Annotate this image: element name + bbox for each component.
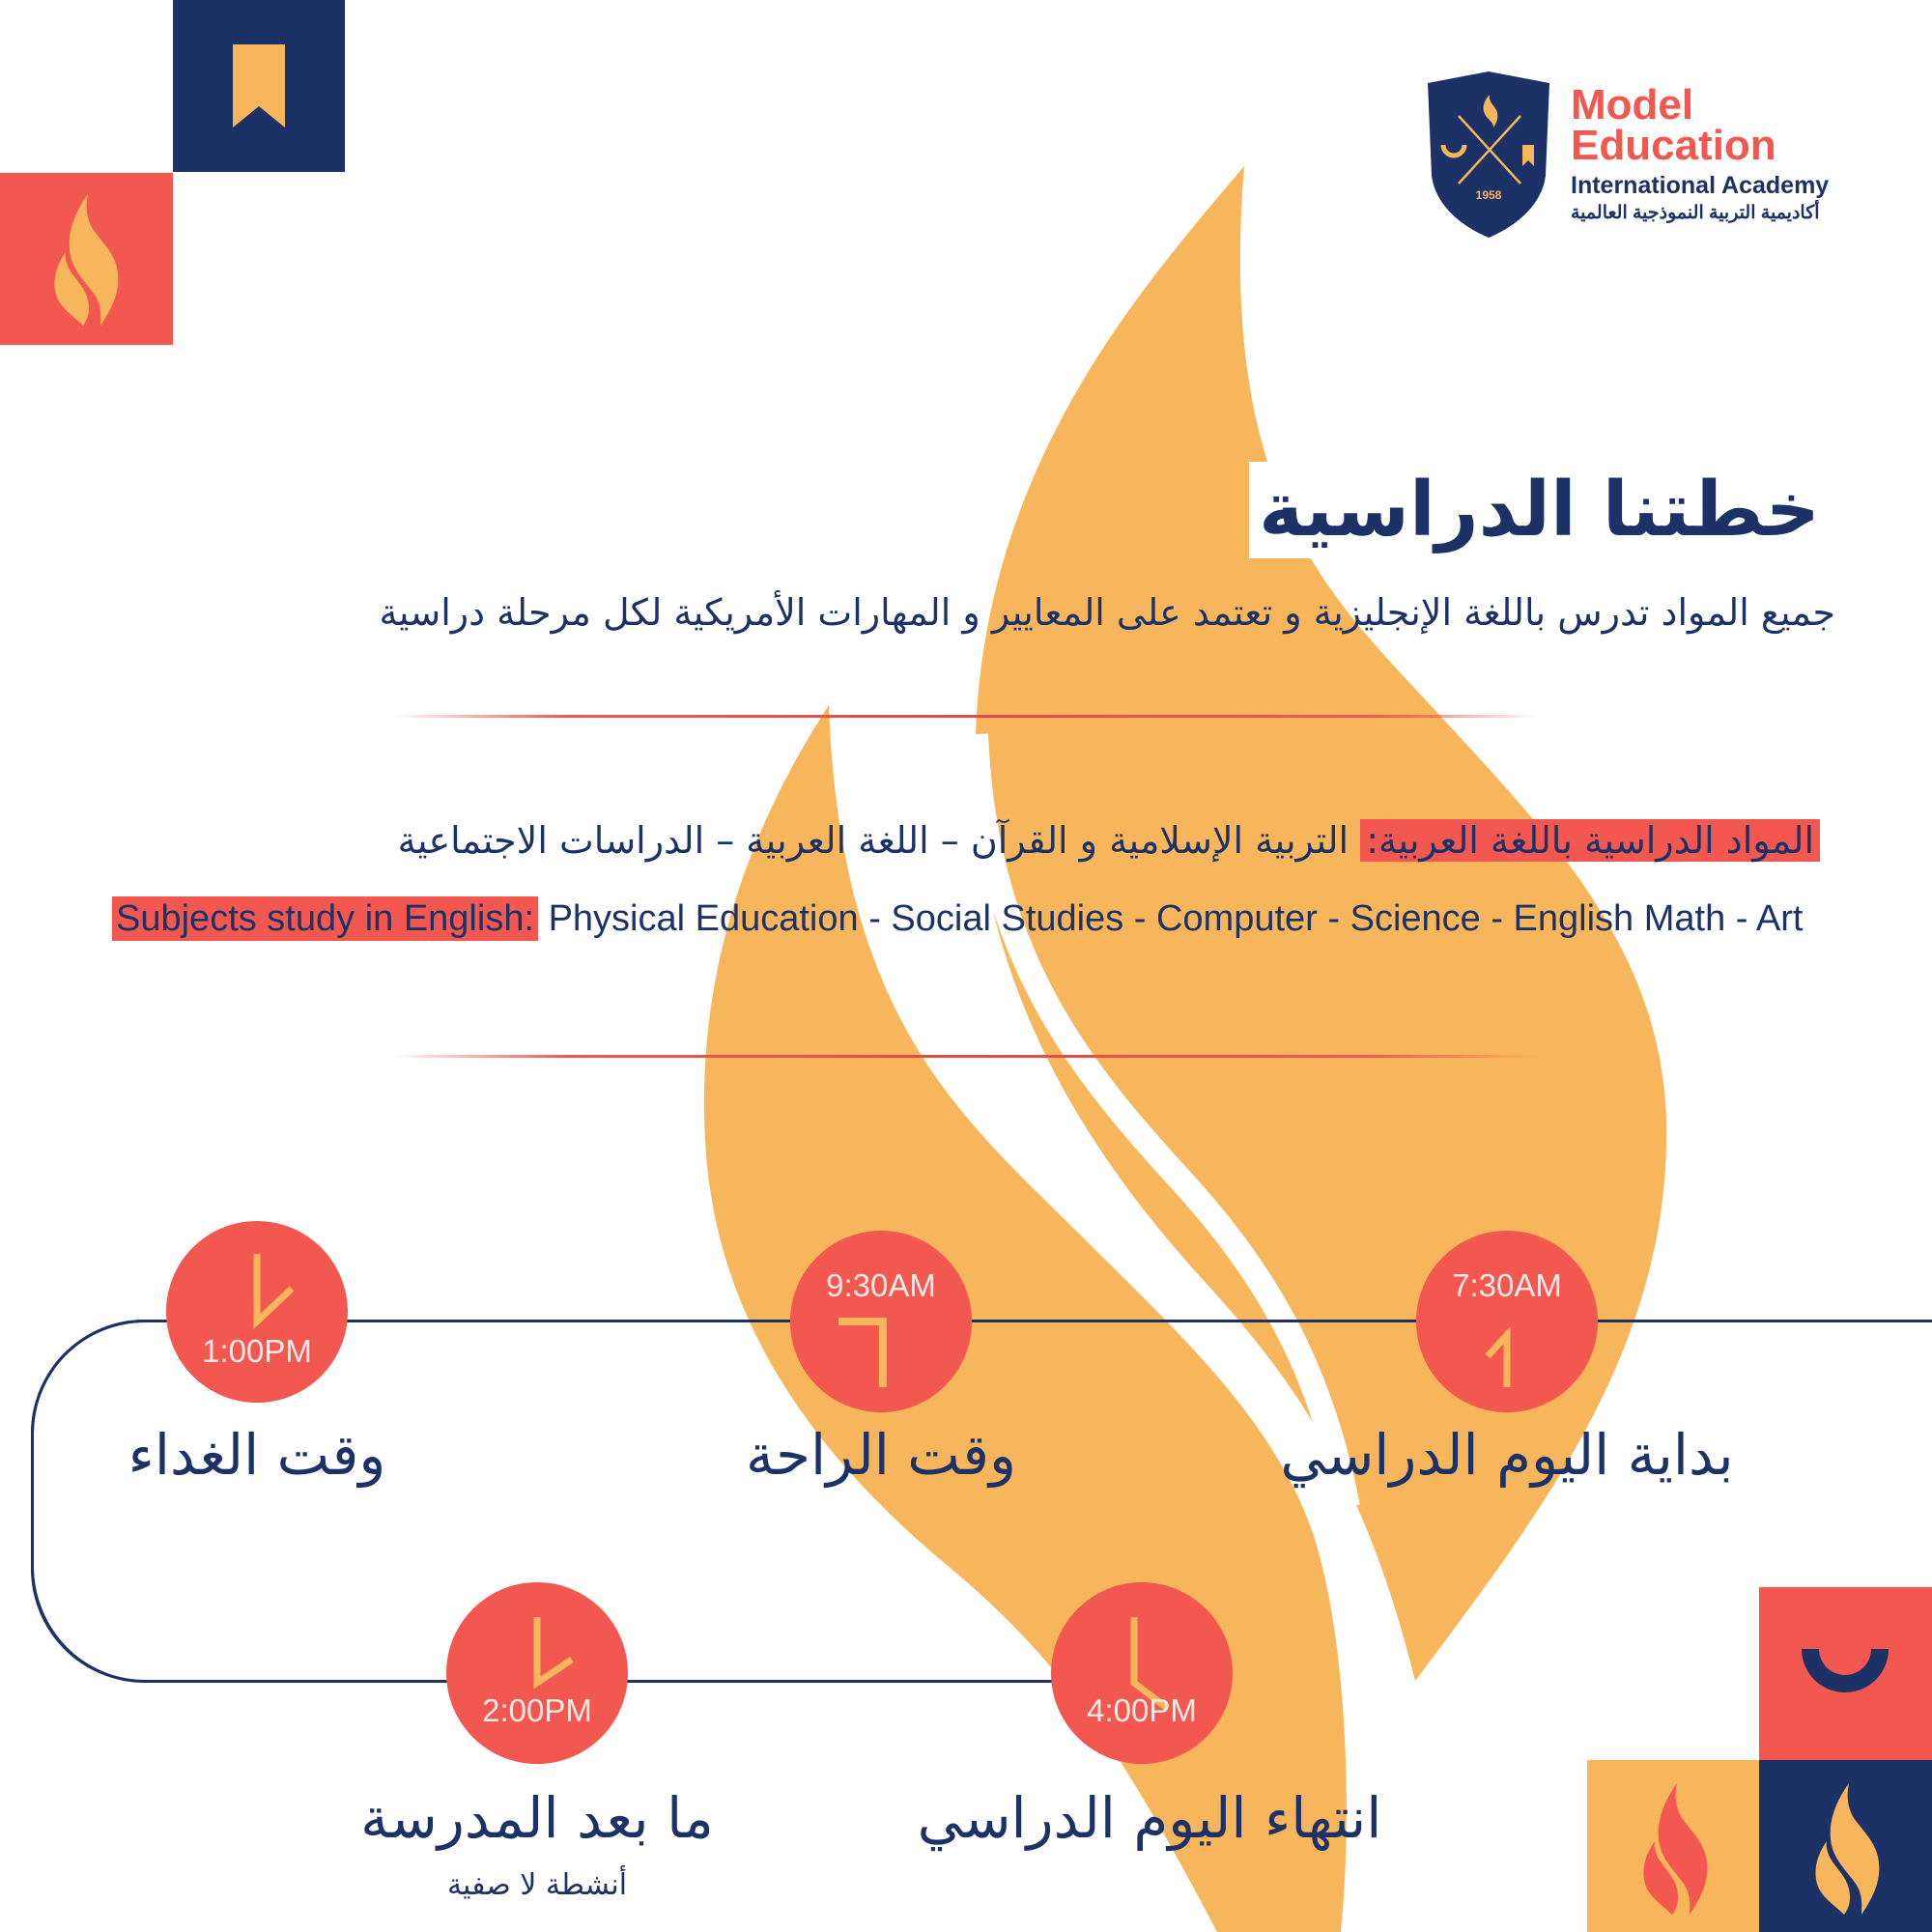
flame-icon (1759, 1760, 1932, 1932)
event-start-of-day: بداية اليوم الدراسي (1280, 1422, 1734, 1488)
event-end-of-day: انتهاء اليوم الدراسي (917, 1785, 1382, 1851)
clock-200pm (446, 1582, 628, 1764)
logo-line-arabic: أكاديمية التربية النموذجية العالمية (1571, 203, 1820, 223)
english-subjects-list: Physical Education - Social Studies - Computer - Science - English Math - Art (538, 898, 1804, 939)
clock-icon (1051, 1582, 1233, 1764)
academy-name-block (1571, 81, 1830, 226)
decor-amber-square-br (1587, 1760, 1759, 1932)
divider-top (391, 715, 1541, 718)
flame-icon (1587, 1760, 1759, 1932)
clock-time: 9:30AM (826, 1267, 936, 1303)
clock-icon (790, 1231, 972, 1412)
event-break-time: وقت الراحة (746, 1422, 1016, 1488)
event-after-school: ما بعد المدرسة (360, 1785, 714, 1851)
smile-arc-icon (1759, 1587, 1932, 1760)
logo-line-education: Education (1571, 122, 1776, 169)
arabic-subjects-list: التربية الإسلامية و القرآن – اللغة العربية – الدراسات الاجتماعية (397, 819, 1361, 862)
clock-time: 7:30AM (1452, 1267, 1562, 1303)
decor-coral-square (0, 173, 173, 345)
page-subtitle: جميع المواد تدرس باللغة الإنجليزية و تعتمد على المعايير و المهارات الأمريكية لكل مرحلة دراسية (379, 591, 1835, 634)
arabic-subjects-label: المواد الدراسية باللغة العربية: (1360, 819, 1820, 862)
event-lunch-time: وقت الغداء (128, 1422, 386, 1488)
logo-line-model: Model (1571, 81, 1694, 128)
clock-400pm (1051, 1582, 1233, 1764)
academy-crest-logo (1424, 70, 1553, 240)
decor-navy-square-br (1759, 1760, 1932, 1932)
bookmark-icon (173, 0, 345, 172)
divider-bottom (391, 1055, 1541, 1058)
clock-icon (166, 1221, 348, 1403)
clock-930am (790, 1231, 972, 1412)
clock-730am (1416, 1231, 1598, 1412)
clock-time: 1:00PM (202, 1333, 312, 1369)
logo-line-international: International Academy (1571, 172, 1830, 199)
page-title: خطتنا الدراسية (1249, 462, 1826, 558)
event-after-school-sub: أنشطة لا صفية (446, 1868, 628, 1902)
english-subjects-label: Subjects study in English: (112, 896, 538, 941)
english-subjects-line (112, 887, 1841, 951)
clock-time: 2:00PM (482, 1692, 592, 1728)
clock-icon (446, 1582, 628, 1764)
clock-time: 4:00PM (1087, 1692, 1197, 1728)
clock-100pm (166, 1221, 348, 1403)
clock-icon (1416, 1231, 1598, 1412)
svg-text:1958: 1958 (1475, 188, 1502, 202)
flame-icon (0, 173, 173, 345)
arabic-subjects-line (398, 810, 1820, 871)
decor-coral-square-br (1759, 1587, 1932, 1760)
decor-navy-square (173, 0, 345, 172)
